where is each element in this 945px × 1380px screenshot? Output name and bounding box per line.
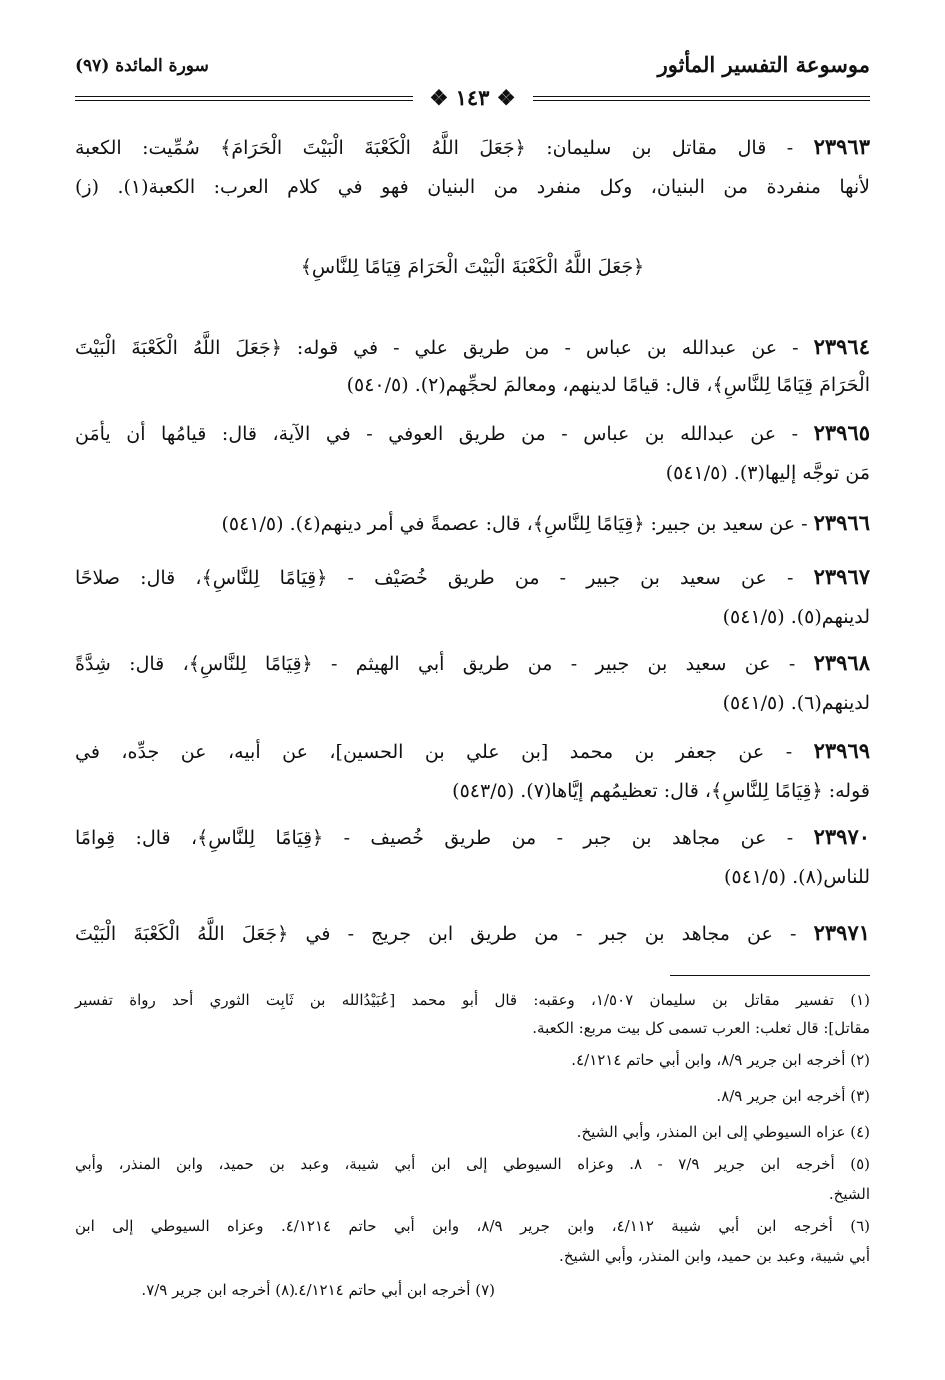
entry-text: عن سعيد بن جبير - من طريق خُصَيْف - ﴿قِيَامًا لِلنَّاسِ﴾، قال: صلاحًا [75,567,767,589]
entry-text: مَن توجَّه إليها(٣). (٥٤١/٥) [665,462,870,484]
entry-line [75,862,870,892]
entry-line [75,458,870,488]
entry-line: ٢٣٩٧١ - عن مجاهد بن جبر - من طريق ابن جريج - في ﴿جَعَلَ اللَّهُ الْكَعْبَةَ الْبَيْتَ [75,920,871,945]
entry-text: قوله: ﴿قِيَامًا لِلنَّاسِ﴾، قال: تعظيمُهم إيَّاها(٧). (٥٤٣/٥) [452,780,870,802]
entry-number: ٢٣٩٦٣ [813,134,870,159]
entry-number: ٢٣٩٦٦ [813,510,870,535]
entry-line [75,688,870,718]
entry-text: عن عبدالله بن عباس - من طريق العوفي - في الآية، قال: قيامُها أن يأمَن [75,423,777,445]
entry-number: ٢٣٩٦٧ [813,564,871,589]
entry-text: للناس(٨). (٥٤١/٥) [724,866,870,888]
footnote-line: (٤) عزاه السيوطي إلى ابن المنذر، وأبي الشيخ. [576,1123,870,1141]
entry-number: ٢٣٩٧١ [813,920,871,945]
entry-number: ٢٣٩٦٥ [813,420,871,445]
entry-text: عن عبدالله بن عباس - من طريق علي - في قوله: ﴿جَعَلَ اللَّهُ الْكَعْبَةَ الْبَيْتَ [75,337,778,359]
entry-number: ٢٣٩٦٩ [813,738,871,763]
entry-line [75,172,870,202]
entry-text: عن جعفر بن محمد [بن علي بن الحسين]، عن أبيه، عن جدِّه، في [75,741,765,763]
entry-text: عن مجاهد بن جبر - من طريق ابن جريج - في ﴿جَعَلَ اللَّهُ الْكَعْبَةَ الْبَيْتَ [75,923,773,945]
entry-line: ٢٣٩٦٨ - عن سعيد بن جبير - من طريق أبي الهيثم - ﴿قِيَامًا لِلنَّاسِ﴾، قال: شِدَّةً [75,650,870,675]
ayah-heading: ﴿جَعَلَ اللَّهُ الْكَعْبَةَ الْبَيْتَ الْحَرَامَ قِيَامًا لِلنَّاسِ﴾ [300,256,645,278]
entry-line: ٢٣٩٦٣ - قال مقاتل بن سليمان: ﴿جَعَلَ اللَّهُ الْكَعْبَةَ الْبَيْتَ الْحَرَامَ﴾ سُمِّيت: الكعبة [75,134,870,159]
entry-line: ٢٣٩٦٥ - عن عبدالله بن عباس - من طريق العوفي - في الآية، قال: قيامُها أن يأمَن [75,420,871,445]
footnote-line: الشيخ. [828,1185,870,1203]
entry-line: ٢٣٩٦٤ - عن عبدالله بن عباس - من طريق علي - في قوله: ﴿جَعَلَ اللَّهُ الْكَعْبَةَ الْبَيْتَ [75,334,870,359]
entry-text: عن سعيد بن جبير - من طريق أبي الهيثم - ﴿قِيَامًا لِلنَّاسِ﴾، قال: شِدَّةً [75,653,771,675]
entry-text: عن سعيد بن جبير: ﴿قِيَامًا لِلنَّاسِ﴾، قال: عصمةً في أمر دينهم(٤). (٥٤١/٥) [221,513,796,535]
entry-line [75,370,870,400]
entry-line: ٢٣٩٧٠ - عن مجاهد بن جبر - من طريق خُصيف - ﴿قِيَامًا لِلنَّاسِ﴾، قال: قِوامًا [75,824,871,849]
entry-text: لدينهم(٦). (٥٤١/٥) [722,692,870,714]
footnote-line: (٢) أخرجه ابن جرير ٨/٩، وابن أبي حاتم ٤/١٢١٤. [571,1051,870,1069]
entry-text: عن مجاهد بن جبر - من طريق خُصيف - ﴿قِيَامًا لِلنَّاسِ﴾، قال: قِوامًا [75,827,767,849]
book-title: موسوعة التفسير المأثور [657,52,870,77]
entry-line [75,776,870,806]
entry-text: لدينهم(٥). (٥٤١/٥) [722,606,870,628]
entry-line: ٢٣٩٦٧ - عن سعيد بن جبير - من طريق خُصَيْف - ﴿قِيَامًا لِلنَّاسِ﴾، قال: صلاحًا [75,564,871,589]
entry-line [75,602,870,632]
footnote-line: مقاتل]: قال ثعلب: العرب تسمى كل بيت مربع: الكعبة. [532,1019,870,1037]
footnote-line: (٥) أخرجه ابن جرير ٧/٩ - ٨. وعزاه السيوطي إلى ابن أبي شيبة، وعبد بن حميد، وابن المنذر، وأبي [75,1155,871,1173]
footnote-separator [670,975,870,976]
footnote-line: (٨) أخرجه ابن جرير ٧/٩. [141,1281,295,1299]
entry-number: ٢٣٩٦٤ [813,334,870,359]
entry-text: الْحَرَامَ قِيَامًا لِلنَّاسِ﴾، قال: قيامًا لدينهم، ومعالمَ لحجِّهم(٢). (٥٤٠/٥) [346,374,870,396]
entry-text: لأنها منفردة من البنيان، وكل منفرد من البنيان فهو في كلام العرب: الكعبة(١). (ز) [75,176,870,198]
entry-line: ٢٣٩٦٩ - عن جعفر بن محمد [بن علي بن الحسين]، عن أبيه، عن جدِّه، في [75,738,871,763]
footnote-line: (٦) أخرجه ابن أبي شيبة ٤/١١٢، وابن جرير ٨/٩، وابن أبي حاتم ٤/١٢١٤. وعزاه السيوطي إلى ابن [75,1217,870,1235]
entry-line: ٢٣٩٦٦ - عن سعيد بن جبير: ﴿قِيَامًا لِلنَّاسِ﴾، قال: عصمةً في أمر دينهم(٤). (٥٤١/٥) [221,510,870,535]
entry-number: ٢٣٩٦٨ [813,650,870,675]
sura-label: سورة المائدة (٩٧) [75,56,209,76]
footnote-line: أبي شيبة، وعبد بن حميد، وابن المنذر، وأبي الشيخ. [559,1247,870,1265]
footnote-line: (٣) أخرجه ابن جرير ٨/٩. [716,1087,870,1105]
entry-number: ٢٣٩٧٠ [813,824,871,849]
footnote-line: (١) تفسير مقاتل بن سليمان ١/٥٠٧، وعقبه: قال أبو محمد [عُبَيْدُالله بن ثَابِت الثوري أحد رواة تفسير [75,991,870,1009]
footnote-line: (٧) أخرجه ابن أبي حاتم ٤/١٢١٤. [293,1281,495,1299]
page-number: ❖ ١٤٣ ❖ [413,86,533,110]
entry-text: قال مقاتل بن سليمان: ﴿جَعَلَ اللَّهُ الْكَعْبَةَ الْبَيْتَ الْحَرَامَ﴾ سُمِّيت: الكعبة [75,137,767,159]
